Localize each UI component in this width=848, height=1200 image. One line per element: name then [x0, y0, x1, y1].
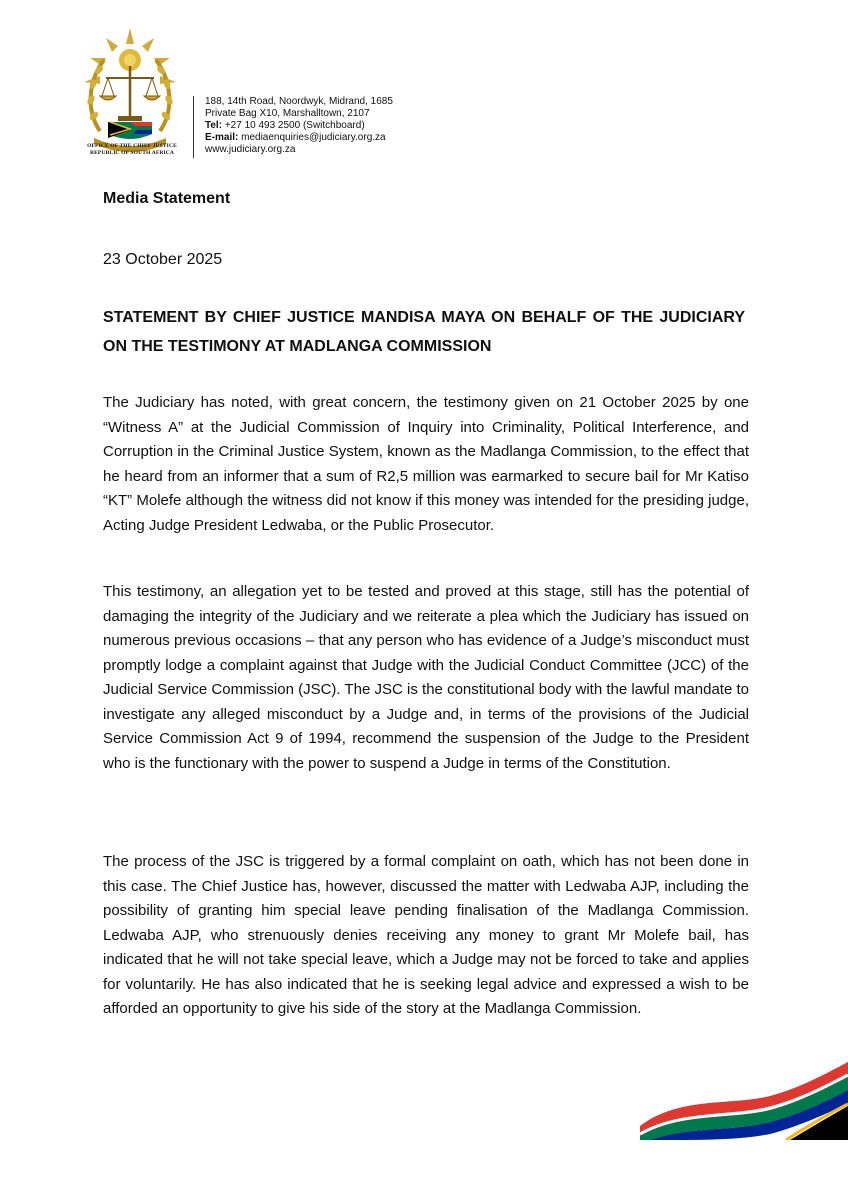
- org-name-line2: REPUBLIC OF SOUTH AFRICA: [89, 150, 175, 156]
- paragraph-1: The Judiciary has noted, with great concern, the testimony given on 21 October 2025 by one “Witness A” at the Judicial Commission of Inquiry into Criminality, Political Interference, and Corruption in the Criminal Justice System, known as the Madlanga Commission, to the effect that he heard from an informer that a sum of R2,5 million was earmarked to secure bail for Mr Katiso “KT” Molefe although the witness did not know if this money was intended for the presiding judge, Acting Judge President Ledwaba, or the Public Prosecutor.: [103, 394, 749, 534]
- email-line: [205, 132, 393, 144]
- website-link[interactable]: www.judiciary.org.za: [205, 144, 296, 155]
- email-label: E-mail:: [205, 132, 239, 143]
- paragraph-3: The process of the JSC is triggered by a formal complaint on oath, which has not been done in this case. The Chief Justice has, however, discussed the matter with Ledwaba AJP, including the possibility of granting him special leave pending finalisation of the Madlanga Commission. Ledwaba AJP, who strenuously denies receiving any money to grant Mr Molefe bail, has indicated that he will not take special leave, which a Judge may not be forced to take and applies for voluntarily. He has also indicated that he is seeking legal advice and expressed a wish to be afforded an opportunity to give his side of the story at the Madlanga Commission.: [103, 853, 749, 1017]
- organisation-name: [78, 143, 186, 157]
- email-value[interactable]: mediaenquiries@judiciary.org.za: [241, 132, 386, 143]
- address-line1: 188, 14th Road, Noordwyk, Midrand, 1685: [205, 96, 393, 107]
- telephone-value: +27 10 493 2500 (Switchboard): [224, 120, 365, 131]
- org-name-line1: OFFICE OF THE CHIEF JUSTICE: [87, 143, 177, 149]
- letterhead-divider: [193, 96, 194, 158]
- flag-swoosh-decoration: [640, 1056, 848, 1140]
- contact-block: [205, 96, 393, 156]
- statement-title: STATEMENT BY CHIEF JUSTICE MANDISA MAYA ON BEHALF OF THE JUDICIARY ON THE TESTIMONY AT MADLANGA COMMISSION: [103, 309, 745, 355]
- statement-date: 23 October 2025: [103, 251, 223, 268]
- telephone-line: [205, 120, 393, 132]
- coat-of-arms-logo: [80, 26, 180, 162]
- document-type-heading: Media Statement: [103, 190, 231, 207]
- paragraph-2: This testimony, an allegation yet to be tested and proved at this stage, still has the potential of damaging the integrity of the Judiciary and we reiterate a plea which the Judiciary has issued on numerous previous occasions – that any person who has evidence of a Judge’s misconduct must promptly lodge a complaint against that Judge with the Judicial Conduct Committee (JCC) of the Judicial Service Commission (JSC). The JSC is the constitutional body with the lawful mandate to investigate any alleged misconduct by a Judge and, in terms of the provisions of the Judicial Service Commission Act 9 of 1994, recommend the suspension of the Judge to the President who is the functionary with the power to suspend a Judge in terms of the Constitution.: [103, 583, 749, 772]
- address-line2: Private Bag X10, Marshalltown, 2107: [205, 108, 370, 119]
- telephone-label: Tel:: [205, 120, 223, 131]
